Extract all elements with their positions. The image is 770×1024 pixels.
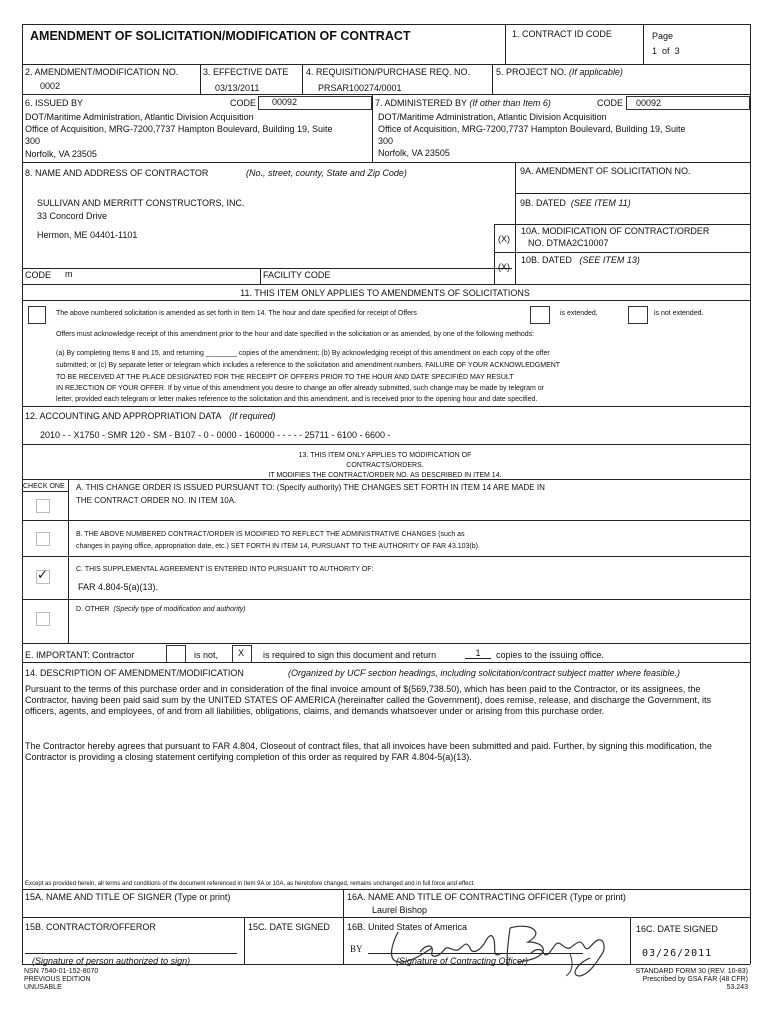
option-a-checkbox[interactable] [36,499,50,513]
unusable-label: UNUSABLE [24,984,62,991]
contractor-street: 33 Concord Drive [37,211,108,221]
item13-c-line1: C. THIS SUPPLEMENTAL AGREEMENT IS ENTERED INTO PURSUANT TO AUTHORITY OF: [76,566,374,573]
administered-line3: 300 [378,136,394,146]
form-border-left [22,24,23,964]
united-states-label: 16B. United States of America [347,922,468,932]
item11-line4: submitted; or (c) By separate letter or telegram which includes a reference to the solicitation and amendment numbers. FAILURE OF YOUR ACKNOWLEDGMENT [56,362,561,369]
date-signed-16c-label: 16C. DATE SIGNED [636,924,718,934]
accounting-value: 2010 - - X1750 - SMR 120 - SM - B107 - 0 - 0000 - 160000 - - - - - 25711 - 6100 - 6600 - [40,430,391,440]
is-extended-label: is extended, [560,310,598,317]
amendment-no-value: 0002 [40,81,61,91]
item13-b-line2: changes in paying office, appropriation date, etc.) SET FORTH IN ITEM 14, PURSUANT TO THE AUTHORITY OF FAR 43.103(b). [76,543,480,550]
by-label: BY [350,944,363,954]
administered-code-label: CODE [597,98,624,108]
terms-footnote: Except as provided herein, all terms and conditions of the document referenced in Item 9A or 10A, as heretofore changed, remains unchanged and in full force and effect. [25,881,475,887]
item13-title1: 13. THIS ITEM ONLY APPLIES TO MODIFICATION OF [298,452,472,459]
issued-by-label: 6. ISSUED BY [25,98,84,108]
requisition-label: 4. REQUISITION/PURCHASE REQ. NO. [306,67,471,77]
officer-name: Laurel Bishop [372,905,428,915]
x-mark-10b: (X) [498,262,510,272]
item11-line2: Offers must acknowledge receipt of this amendment prior to the hour and date specified in the solicitation or as amended, by one of the following methods: [56,331,535,338]
accounting-label: 12. ACCOUNTING AND APPROPRIATION DATA (If required) [25,411,276,421]
item13-a-line2: THE CONTRACT ORDER NO. IN ITEM 10A. [76,496,237,505]
form-border-top [22,24,750,25]
previous-edition: PREVIOUS EDITION [24,976,91,983]
contract-id-label: 1. CONTRACT ID CODE [512,29,612,39]
copies-value: 1 [465,648,491,659]
contractor-note: (No., street, county, State and Zip Code) [246,168,407,178]
issued-line4: Norfolk, VA 23505 [25,149,97,159]
signature-person-caption: (Signature of person authorized to sign) [32,956,191,966]
modification-contract-label: 10A. MODIFICATION OF CONTRACT/ORDER [521,226,710,236]
gsa-prescribed: Prescribed by GSA FAR (48 CFR) [642,976,748,983]
dated-9b-label: 9B. DATED (SEE ITEM 11) [520,198,631,208]
facility-code-label: FACILITY CODE [263,270,331,280]
is-not-checkbox[interactable] [166,645,186,663]
description-para2: The Contractor hereby agrees that pursuant to FAR 4.804, Closeout of contract files, that all invoices have been submitted and paid. Further, by signing this modification, the Contractor is providing a closing statement certifying completion of this order as required by FAR 4.804-5(a)(13). [25,741,712,762]
effective-date-value: 03/13/2011 [215,83,260,93]
amendment-no-label: 2. AMENDMENT/MODIFICATION NO. [25,67,179,77]
is-not-label: is not, [194,650,219,660]
item13-d-label: D. OTHER (Specify type of modification and authority) [76,606,246,613]
contractor-city: Hermon, ME 04401-1101 [37,230,138,240]
administered-line1: DOT/Maritime Administration, Atlantic Division Acquisition [378,112,607,122]
contractor-code-label: CODE [25,270,52,280]
administered-line4: Norfolk, VA 23505 [378,148,450,158]
issued-code-value: 00092 [272,97,298,107]
far-citation: 53.243 [726,984,748,991]
is-not-extended-label: is not extended. [654,310,704,317]
item13-title2: CONTRACTS/ORDERS. [346,462,424,469]
solicitation-checkbox[interactable] [28,306,46,324]
description-label: 14. DESCRIPTION OF AMENDMENT/MODIFICATION [25,668,244,678]
standard-form-number: STANDARD FORM 30 (REV. 10-83) [635,968,748,975]
form-title: AMENDMENT OF SOLICITATION/MODIFICATION OF CONTRACT [30,29,411,43]
project-no-label: 5. PROJECT NO. (If applicable) [496,67,623,77]
extended-checkbox[interactable] [530,306,550,324]
is-required-label: is required to sign this document and return [263,650,437,660]
x-mark-10a: (X) [498,234,510,244]
item11-line7: letter, provided each telegram or letter makes reference to the solicitation and this amendment, and is received prior to the opening hour and date specified. [56,396,538,403]
description-para1: Pursuant to the terms of this purchase order and in consideration of the final invoice amount of $(569,738.50), which has been paid to the Contractor, or its assignees, the Contractor, having been paid said sum by the UNITED STATES OF AMERICA (hereinafter called the Government), does remise, release, and discharge the Government, its officers, agents, and employees, of and from all liabilities, obligations, claims, and demands whatsoever under or arising from this purchase order. [25,684,711,716]
issued-line2: Office of Acquisition, MRG-7200,7737 Hampton Boulevard, Building 19, Suite [25,124,333,134]
page-indicator: 1 of 3 [652,46,680,56]
form-border-right [750,24,751,964]
check-one-label: CHECK ONE [23,483,65,490]
nsn-number: NSN 7540-01-152-8070 [24,968,99,975]
contractor-name: SULLIVAN AND MERRITT CONSTRUCTORS, INC. [37,198,245,208]
item13-b-line1: B. THE ABOVE NUMBERED CONTRACT/ORDER IS MODIFIED TO REFLECT THE ADMINISTRATIVE CHANGES (such as [76,531,465,538]
item11-line3: (a) By completing Items 8 and 15, and returning ________ copies of the amendment; (b) By acknowledging receipt of this amendment on each copy of the offer [56,350,550,357]
officer-signature-image [380,918,620,978]
copies-tail: copies to the issuing office. [496,650,604,660]
dated-10b-label: 10B. DATED (SEE ITEM 13) [521,255,640,265]
officer-name-label: 16A. NAME AND TITLE OF CONTRACTING OFFICER (Type or print) [347,892,626,902]
item11-line5: TO BE RECEIVED AT THE PLACE DESIGNATED FOR THE RECEIPT OF OFFERS PRIOR TO THE HOUR AND DATE SPECIFIED MAY RESULT [56,374,514,381]
item11-line1: The above numbered solicitation is amended as set forth in Item 14. The hour and date specified for receipt of Offers [56,310,417,317]
page-label: Page [652,31,674,41]
checkmark-icon: ✓ [37,567,48,582]
x-mark-required: X [238,648,245,658]
amendment-solicitation-label: 9A. AMENDMENT OF SOLICITATION NO. [520,166,691,176]
issued-line3: 300 [25,136,41,146]
issued-line1: DOT/Maritime Administration, Atlantic Division Acquisition [25,112,254,122]
requisition-value: PRSAR100274/0001 [318,83,402,93]
option-b-checkbox[interactable] [36,532,50,546]
signature-strokes [380,918,620,978]
item11-line6: IN REJECTION OF YOUR OFFER. If by virtue of this amendment you desire to change an offer already submitted, such change may be made by telegram or [56,385,545,392]
contractor-offeror-label: 15B. CONTRACTOR/OFFEROR [25,922,156,932]
administered-code-value: 00092 [636,98,662,108]
item11-title: 11. THIS ITEM ONLY APPLIES TO AMENDMENTS OF SOLICITATIONS [240,288,530,298]
signature-officer-caption: (Signature of Contracting Officer) [396,956,529,966]
effective-date-label: 3. EFFECTIVE DATE [203,67,289,77]
option-d-checkbox[interactable] [36,612,50,626]
signer-name-label: 15A. NAME AND TITLE OF SIGNER (Type or print) [25,892,231,902]
item13-title3: IT MODIFIES THE CONTRACT/ORDER NO. AS DESCRIBED IN ITEM 14. [268,472,502,479]
item13-c-line2: FAR 4.804-5(a)(13). [78,582,159,592]
administered-by-label: 7. ADMINISTERED BY (If other than Item 6) [375,98,551,108]
issued-code-label: CODE [230,98,257,108]
administered-line2: Office of Acquisition, MRG-7200,7737 Hampton Boulevard, Building 19, Suite [378,124,686,134]
important-label: E. IMPORTANT: Contractor [25,650,135,660]
date-16c-value: 03/26/2011 [642,948,713,959]
description-note: (Organized by UCF section headings, including solicitation/contract subject matter where feasible.) [288,668,681,678]
contractor-code-value: m [65,269,73,279]
not-extended-checkbox[interactable] [628,306,648,324]
date-signed-15c-label: 15C. DATE SIGNED [248,922,330,932]
modification-contract-value: NO. DTMA2C10007 [528,238,609,248]
contractor-label: 8. NAME AND ADDRESS OF CONTRACTOR [25,168,209,178]
item13-a-line1: A. THIS CHANGE ORDER IS ISSUED PURSUANT TO: (Specify authority) THE CHANGES SET FORTH IN ITEM 14 ARE MADE IN [76,483,545,492]
